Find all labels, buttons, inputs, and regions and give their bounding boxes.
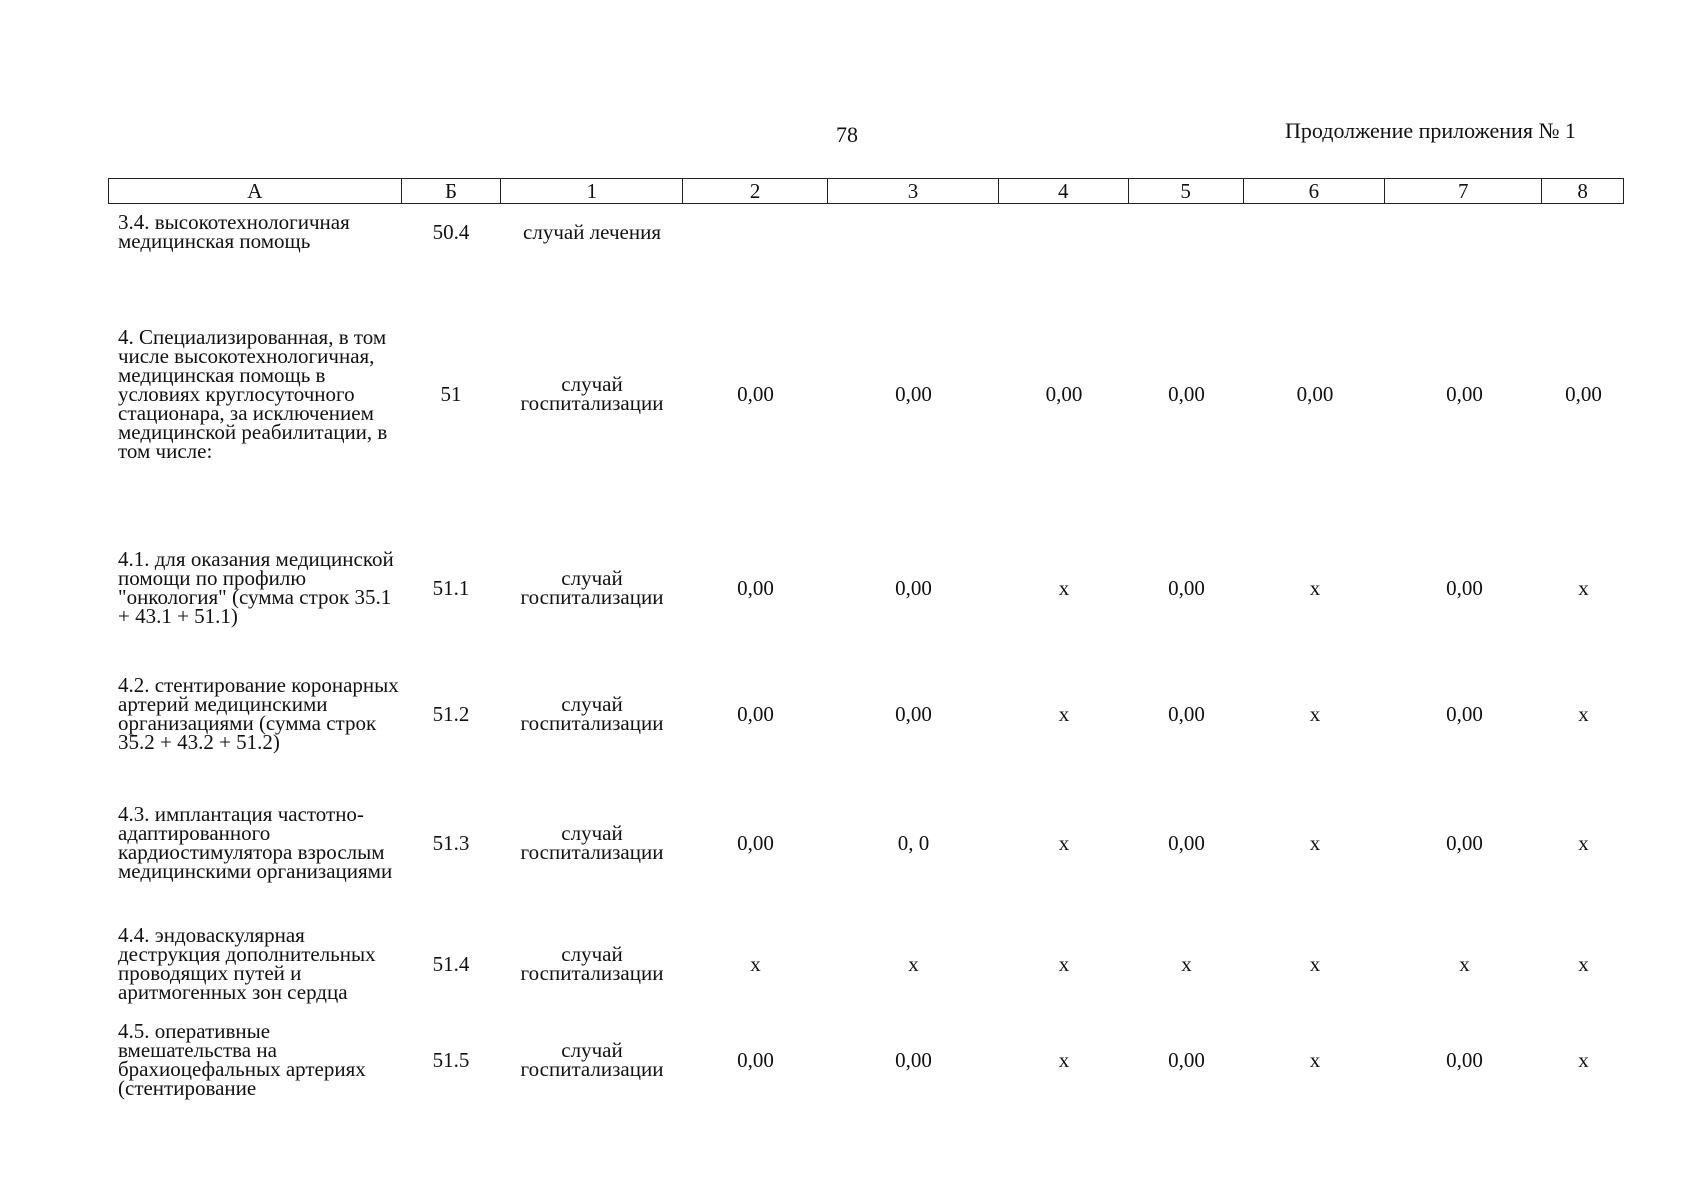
row-value: х [1058,1047,1070,1072]
table-row [108,914,1624,1014]
row-code: 51.1 [432,575,470,600]
row-value: 0,00 [1168,830,1205,855]
row-value: 0,00 [1045,381,1083,406]
column-header: 8 [1577,179,1588,203]
row-unit: случай госпитализации [520,566,664,609]
row-value: х [1459,951,1470,976]
row-value: х [1578,575,1589,600]
table-row [108,1018,1624,1102]
row-value: х [1058,951,1070,976]
table-header [108,178,1624,204]
row-value: 0,00 [1168,701,1205,726]
row-value: 0,00 [1168,575,1205,600]
column-header: Б [402,179,502,203]
row-code: 51.2 [432,701,470,726]
row-value: 0,00 [737,381,774,406]
row-value: х [1578,1047,1589,1072]
row-value: х [1309,951,1321,976]
row-code: 51 [440,381,462,406]
row-value: 0,00 [737,830,774,855]
row-value: х [1309,575,1321,600]
row-name: 4.4. эндоваскулярная деструкция дополнительных проводящих путей и аритмогенных зон сердца [118,923,376,1004]
row-value: х [1578,951,1589,976]
row-unit: случай госпитализации [520,692,664,735]
row-code: 51.3 [432,830,470,855]
row-value: 0,00 [1446,830,1483,855]
row-value: 0,00 [1446,1047,1483,1072]
column-header: 2 [683,179,828,203]
row-value: х [1058,701,1070,726]
table-row [108,658,1624,770]
column-header: 4 [999,179,1129,203]
row-unit: случай госпитализации [520,1038,664,1081]
row-value: х [750,951,761,976]
row-value: х [1309,701,1321,726]
row-value: 0,00 [1446,575,1483,600]
row-name: 4. Специализированная, в том числе высокотехнологичная, медицинская помощь в условиях круглосуточного стационара, за исключением медицинской реабилитации, в том числе: [118,324,388,463]
row-value: 0,00 [737,1047,774,1072]
row-unit: случай госпитализации [520,942,664,985]
row-value: 0,00 [1446,701,1483,726]
row-value: 0,00 [737,701,774,726]
row-value: х [1058,830,1070,855]
table-row [108,782,1624,904]
row-name: 4.5. оперативные вмешательства на брахиоцефальных артериях (стентирование [118,1019,366,1100]
column-header: 1 [501,179,683,203]
table-row [108,208,1624,256]
row-code: 51.5 [432,1047,470,1072]
row-value: х [908,951,919,976]
row-value: х [1309,1047,1321,1072]
row-value: 0,00 [737,575,774,600]
row-value: 0,00 [1446,381,1483,406]
column-header: 6 [1244,179,1386,203]
row-name: 3.4. высокотехнологичная медицинская помощь [118,210,350,253]
table-row [108,536,1624,640]
row-value: 0,00 [1168,1047,1205,1072]
continuation-label: Продолжение приложения № 1 [1285,118,1576,143]
row-unit: случай госпитализации [520,372,664,415]
row-value: 0,00 [1168,381,1205,406]
row-value: 0,00 [895,701,932,726]
row-name: 4.3. имплантация частотно-адаптированного кардиостимулятора взрослым медицинскими организациями [118,802,393,883]
row-code: 51.4 [432,951,470,976]
row-value: х [1309,830,1321,855]
row-value: 0, 0 [897,830,930,855]
row-unit: случай госпитализации [520,821,664,864]
table-row [108,268,1624,520]
row-name: 4.1. для оказания медицинской помощи по профилю "онкология" (сумма строк 35.1 + 43.1 + 51.1) [118,547,394,628]
row-value: х [1578,701,1589,726]
row-value: 0,00 [895,575,932,600]
row-value: 0,00 [895,1047,932,1072]
row-value: 0,00 [1565,381,1602,406]
row-code: 50.4 [432,219,470,244]
row-name: 4.2. стентирование коронарных артерий медицинскими организациями (сумма строк 35.2 + 43.2 + 51.2) [118,673,399,754]
column-header: 3 [828,179,999,203]
row-unit: случай лечения [523,219,661,244]
page-number: 78 [836,122,858,147]
row-value: 0,00 [895,381,932,406]
row-value: 0,00 [1296,381,1334,406]
column-header: 7 [1385,179,1542,203]
column-header: 5 [1129,179,1244,203]
column-header: А [109,179,402,203]
row-value: х [1058,575,1070,600]
row-value: х [1578,830,1589,855]
row-value: х [1181,951,1192,976]
